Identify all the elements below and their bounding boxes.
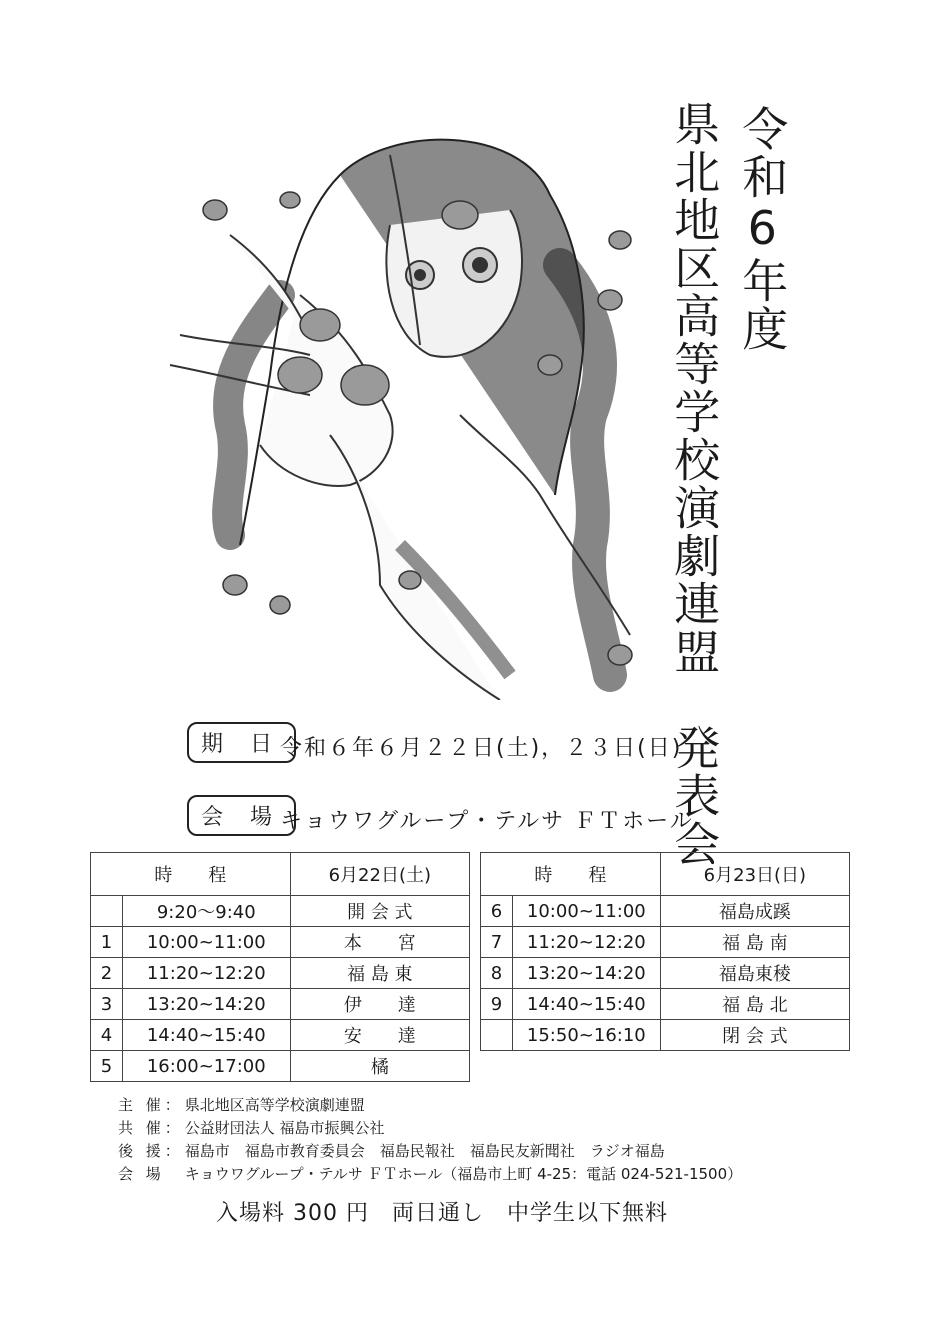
- credit-label: 会 場: [118, 1165, 165, 1183]
- row-school: 開 会 式: [290, 896, 469, 927]
- credit-label: 共 催：: [118, 1119, 184, 1137]
- header-date: 6月23日(日): [660, 853, 849, 896]
- row-school: 伊 達: [290, 989, 469, 1020]
- title-era: 令和6年度: [735, 105, 790, 353]
- credits: [118, 1094, 742, 1186]
- row-no: 8: [481, 958, 513, 989]
- credit-text: 県北地区高等学校演劇連盟: [184, 1096, 365, 1114]
- date-value: 令和６年６月２２日(土)，２３日(日): [280, 736, 683, 761]
- row-no: 7: [481, 927, 513, 958]
- credit-row: [118, 1163, 742, 1186]
- table-row: [481, 1020, 850, 1051]
- row-school: 福 島 北: [660, 989, 849, 1020]
- row-time: 10:00~11:00: [122, 927, 290, 958]
- row-no: 6: [481, 896, 513, 927]
- row-time: 13:20~14:20: [512, 958, 660, 989]
- credit-label: 後 援：: [118, 1142, 184, 1160]
- header-time: 時 程: [481, 853, 661, 896]
- row-time: 11:20~12:20: [122, 958, 290, 989]
- row-no: 3: [91, 989, 123, 1020]
- table-row: [91, 927, 470, 958]
- credit-text: キョウワグループ・テルサ ＦＴホール（福島市上町 4-25：電話 024-521-1500）: [184, 1165, 743, 1183]
- row-time: 16:00~17:00: [122, 1051, 290, 1082]
- row-time: 14:40~15:40: [512, 989, 660, 1020]
- row-school: 福 島 南: [660, 927, 849, 958]
- credit-row: [118, 1094, 742, 1117]
- schedule-day2-table: [480, 852, 850, 1051]
- table-header-row: [91, 853, 470, 896]
- table-row: [481, 896, 850, 927]
- row-time: 11:20~12:20: [512, 927, 660, 958]
- credit-label: 主 催：: [118, 1096, 184, 1114]
- row-school: 福島東稜: [660, 958, 849, 989]
- row-time: 10:00~11:00: [512, 896, 660, 927]
- row-time: 13:20~14:20: [122, 989, 290, 1020]
- row-time: 9:20～9:40: [122, 896, 290, 927]
- row-time: 14:40~15:40: [122, 1020, 290, 1051]
- table-row: [481, 958, 850, 989]
- table-row: [91, 989, 470, 1020]
- table-header-row: [481, 853, 850, 896]
- date-label: 期 日: [187, 722, 296, 763]
- table-row: [481, 989, 850, 1020]
- row-no: 2: [91, 958, 123, 989]
- title-main: 県北地区高等学校演劇連盟 発表会: [667, 100, 722, 868]
- row-no: 5: [91, 1051, 123, 1082]
- credit-row: [118, 1140, 742, 1163]
- row-no: 4: [91, 1020, 123, 1051]
- credit-row: [118, 1117, 742, 1140]
- table-row: [91, 896, 470, 927]
- row-time: 15:50~16:10: [512, 1020, 660, 1051]
- row-no: [481, 1020, 513, 1051]
- schedule-day1-table: [90, 852, 470, 1082]
- table-row: [91, 958, 470, 989]
- row-no: 9: [481, 989, 513, 1020]
- venue-label: 会 場: [187, 795, 296, 836]
- venue-value: キョウワグループ・テルサ ＦＴホール: [280, 809, 694, 834]
- row-school: 閉 会 式: [660, 1020, 849, 1051]
- row-school: 橘: [290, 1051, 469, 1082]
- header-date: 6月22日(土): [290, 853, 469, 896]
- table-row: [91, 1051, 470, 1082]
- row-school: 福島成蹊: [660, 896, 849, 927]
- row-no: 1: [91, 927, 123, 958]
- admission-fee: 入場料 300 円 両日通し 中学生以下無料: [216, 1201, 668, 1226]
- credit-text: 公益財団法人 福島市振興公社: [184, 1119, 385, 1137]
- table-row: [91, 1020, 470, 1051]
- row-no: [91, 896, 123, 927]
- row-school: 安 達: [290, 1020, 469, 1051]
- credit-text: 福島市 福島市教育委員会 福島民報社 福島民友新聞社 ラジオ福島: [184, 1142, 665, 1160]
- table-row: [481, 927, 850, 958]
- header-time: 時 程: [91, 853, 291, 896]
- row-school: 本 宮: [290, 927, 469, 958]
- row-school: 福 島 東: [290, 958, 469, 989]
- illustration: [160, 115, 670, 700]
